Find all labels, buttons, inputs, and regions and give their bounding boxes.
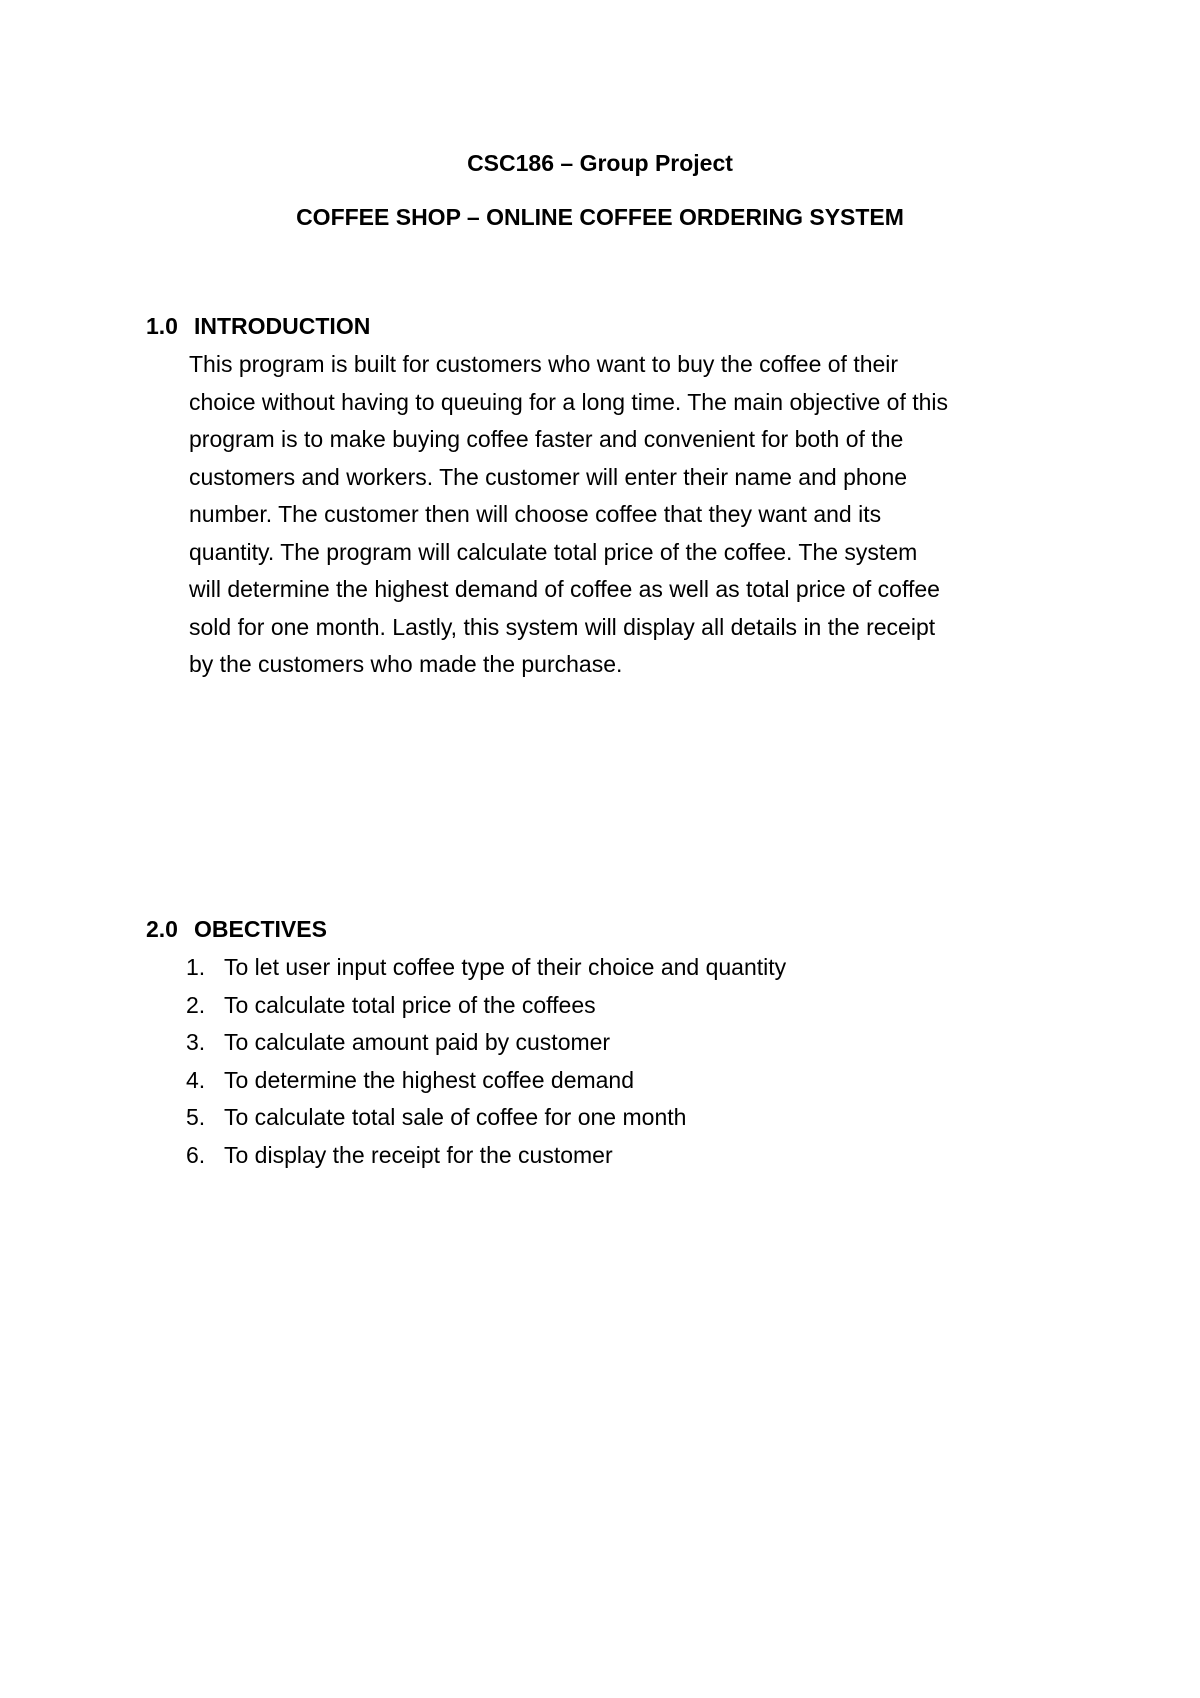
paragraph-line: customers and workers. The customer will enter their name and phone xyxy=(189,463,908,490)
paragraph-line: quantity. The program will calculate total price of the coffee. The system xyxy=(189,538,918,565)
paragraph-line: sold for one month. Lastly, this system will display all details in the receipt xyxy=(189,613,936,640)
list-item xyxy=(146,1062,1046,1100)
list-item-text: To calculate total price of the coffees xyxy=(224,991,596,1018)
paragraph-line: choice without having to queuing for a long time. The main objective of this xyxy=(189,388,949,415)
list-item-text: To determine the highest coffee demand xyxy=(224,1066,635,1093)
paragraph-line: will determine the highest demand of coffee as well as total price of coffee xyxy=(189,576,940,602)
section-number: 2.0 xyxy=(146,916,178,942)
list-item xyxy=(146,1024,1046,1062)
list-item xyxy=(146,1099,1046,1137)
list-item-text: To calculate amount paid by customer xyxy=(224,1029,611,1055)
list-marker: 1. xyxy=(186,954,206,980)
paragraph-line: by the customers who made the purchase. xyxy=(189,651,623,677)
objectives-list xyxy=(146,949,1046,1174)
paragraph-line: number. The customer then will choose coffee that they want and its xyxy=(189,501,882,527)
list-marker: 3. xyxy=(186,1029,206,1055)
list-marker: 2. xyxy=(186,991,206,1018)
section-heading-introduction xyxy=(146,311,370,341)
section-number: 1.0 xyxy=(146,313,178,339)
document-title: CSC186 – Group Project xyxy=(467,150,733,176)
list-item-text: To calculate total sale of coffee for one month xyxy=(224,1104,687,1130)
paragraph-line: This program is built for customers who want to buy the coffee of their xyxy=(189,351,899,377)
introduction-paragraph xyxy=(189,346,1069,684)
list-item-text: To let user input coffee type of their choice and quantity xyxy=(224,954,787,980)
section-heading-objectives xyxy=(146,914,327,944)
list-marker: 6. xyxy=(186,1141,206,1168)
list-item xyxy=(146,949,1046,987)
list-item-text: To display the receipt for the customer xyxy=(224,1141,613,1168)
list-item xyxy=(146,987,1046,1025)
list-marker: 5. xyxy=(186,1104,206,1130)
section-title: INTRODUCTION xyxy=(194,313,371,339)
list-marker: 4. xyxy=(186,1066,206,1093)
section-title: OBECTIVES xyxy=(194,916,327,942)
document-subtitle: COFFEE SHOP – ONLINE COFFEE ORDERING SYSTEM xyxy=(296,204,904,230)
paragraph-line: program is to make buying coffee faster and convenient for both of the xyxy=(189,426,904,452)
list-item xyxy=(146,1137,1046,1175)
